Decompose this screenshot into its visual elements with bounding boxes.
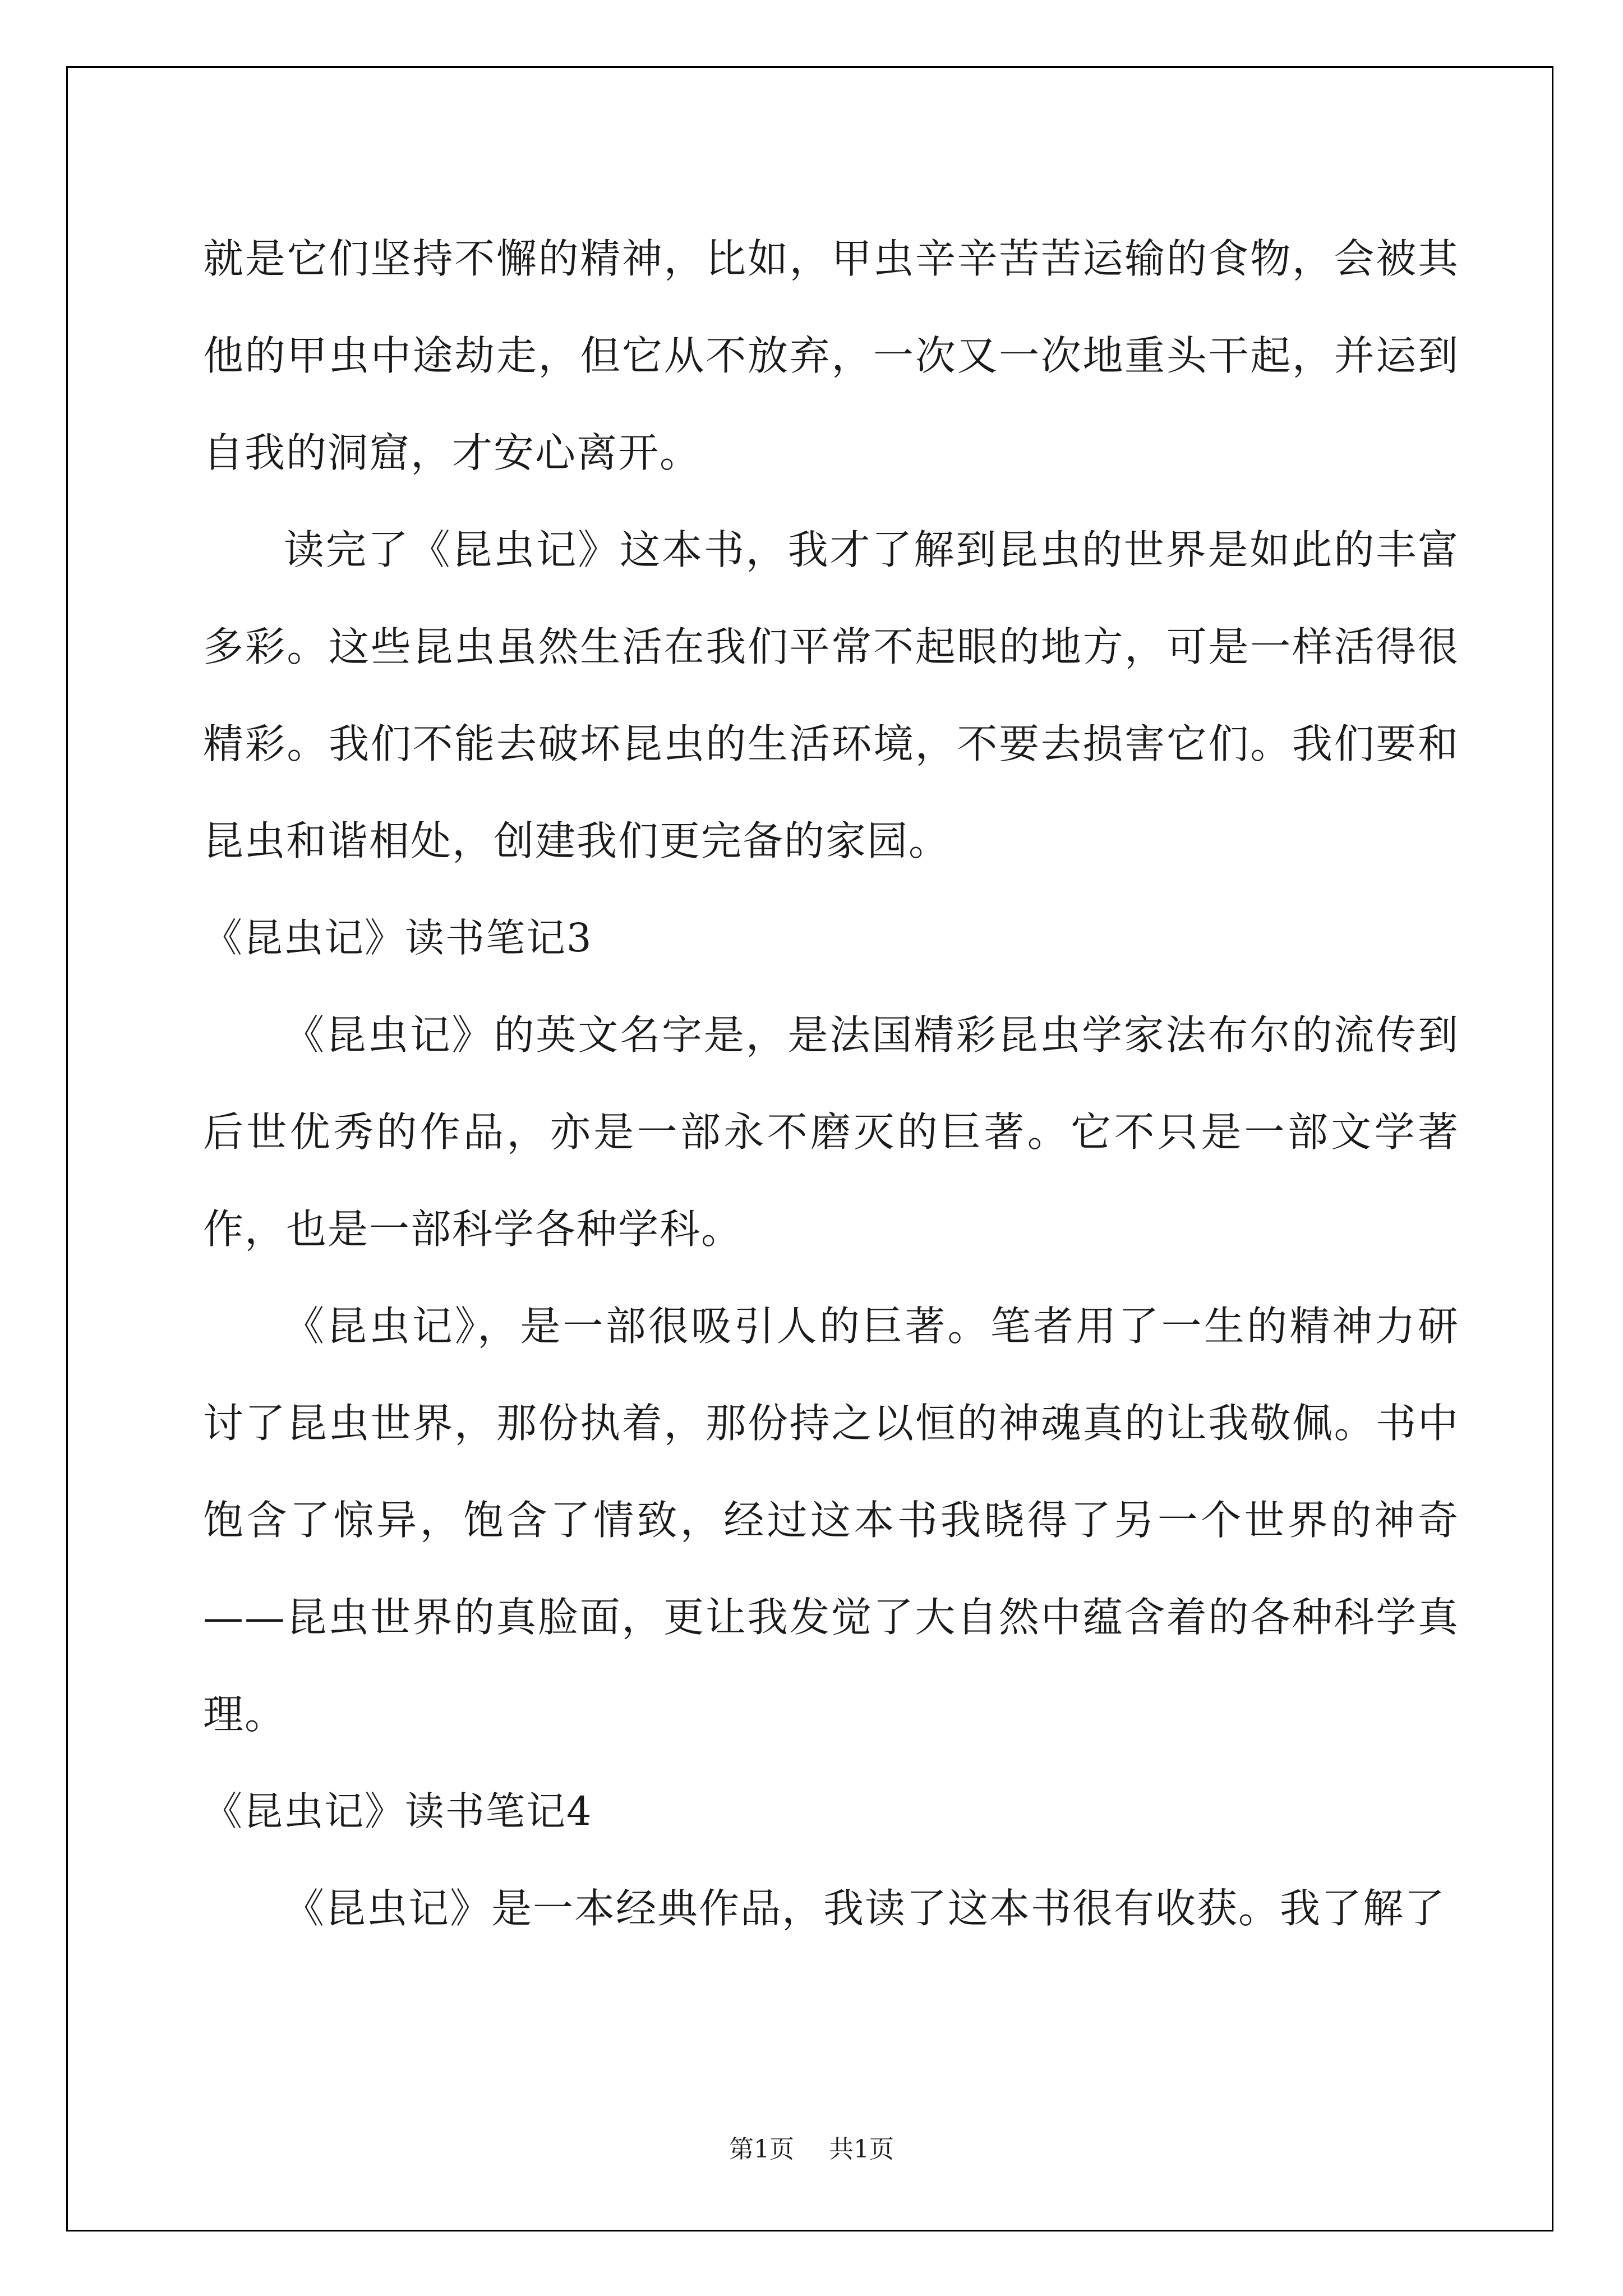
paragraph-1: 就是它们坚持不懈的精神，比如，甲虫辛辛苦苦运输的食物，会被其他的甲虫中途劫走，但它从不放弃，一次又一次地重头干起，并运到自我的洞窟，才安心离开。 [203,235,1459,476]
section-heading-4: 《昆虫记》读书笔记4 [203,1788,593,1834]
page-total: 共1页 [829,2135,894,2164]
document-body [203,210,1459,1957]
paragraph-3: 《昆虫记》的英文名字是，是法国精彩昆虫学家法布尔的流传到后世优秀的作品，亦是一部永不磨灭的巨著。它不只是一部文学著作，也是一部科学各种学科。 [203,1011,1459,1253]
paragraph-2: 读完了《昆虫记》这本书，我才了解到昆虫的世界是如此的丰富多彩。这些昆虫虽然生活在我们平常不起眼的地方，可是一样活得很精彩。我们不能去破坏昆虫的生活环境，不要去损害它们。我们要和昆虫和谐相处，创建我们更完备的家园。 [203,526,1459,864]
page-footer [0,2133,1623,2166]
section-heading-3: 《昆虫记》读书笔记3 [203,915,593,961]
page-number: 第1页 [729,2135,794,2164]
paragraph-4: 《昆虫记》，是一部很吸引人的巨著。笔者用了一生的精神力研讨了昆虫世界，那份执着，那份持之以恒的神魂真的让我敬佩。书中饱含了惊异，饱含了情致，经过这本书我晓得了另一个世界的神奇——昆虫世界的真脸面，更让我发觉了大自然中蕴含着的各种科学真理。 [203,1303,1459,1738]
paragraph-5: 《昆虫记》是一本经典作品，我读了这本书很有收获。我了解了 [284,1885,1446,1932]
